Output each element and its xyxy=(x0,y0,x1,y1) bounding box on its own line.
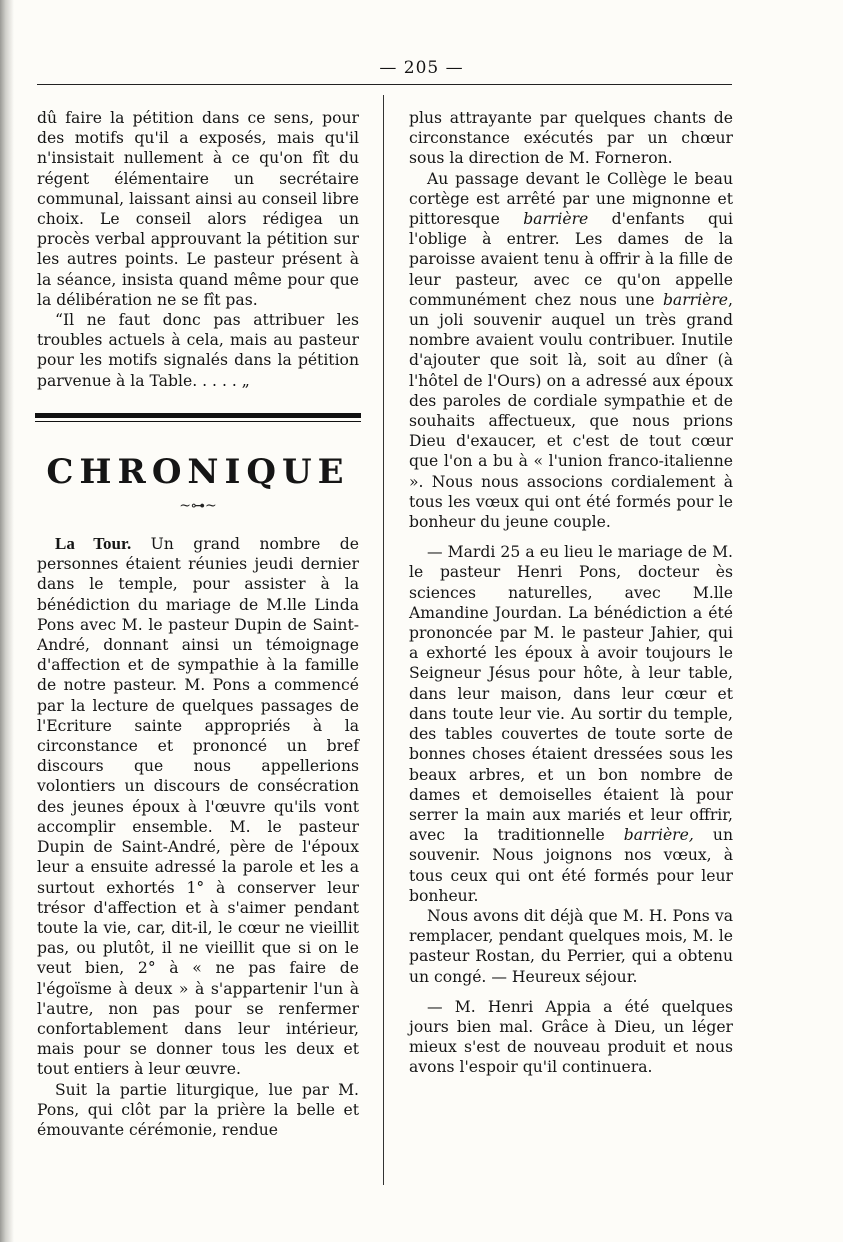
barriere-text-b: d'enfants qui l'oblige à entrer. Les dames de la paroisse avaient tenu à offrir à la fille de leur pasteur, avec ce qu'on appelle communément chez nous une xyxy=(409,210,733,309)
header-rule xyxy=(37,84,732,85)
ornament-icon: ~⊶~ xyxy=(179,497,217,514)
barriere-text-c: , un joli souvenir auquel un très grand nombre avaient voulu contribuer. Inutile d'ajouter que soit là, soit au dîner (à l'hôtel de l'Ours) on a adressé aux époux des paroles de cordiale sympathie et de souhaits affectueux, que nous prions Dieu d'exaucer, et c'est de tout cœur que l'on a bu à « l'union franco-italienne ». Nous nous associons cordialement à tous les vœux qui ont été formés pour le bonheur du jeune couple. xyxy=(409,290,733,532)
section-rule-thick xyxy=(35,413,361,418)
barriere-italic-2: barrière xyxy=(662,290,729,309)
replacement-paragraph: Nous avons dit déjà que M. H. Pons va remplacer, pendant quelques mois, M. le pasteur Rostan, du Perrier, qui a obtenu un congé. — Heureux séjour. xyxy=(409,906,733,986)
place-name: La Tour. xyxy=(55,534,132,554)
page-number: — 205 — xyxy=(379,58,464,78)
scan-edge xyxy=(0,0,14,1242)
barriere-paragraph xyxy=(409,169,733,533)
right-column xyxy=(409,108,733,1078)
section-title: CHRONIQUE xyxy=(46,451,350,492)
wedding-italic: barrière, xyxy=(623,826,694,845)
barriere-text-a: Au passage devant le Collège le beau cortège est arrêté par une mignonne et pittoresque xyxy=(409,169,733,229)
left-column xyxy=(37,108,359,1140)
column-divider xyxy=(383,95,384,1185)
section-rule-thin xyxy=(35,421,361,422)
appia-paragraph: — M. Henri Appia a été quelques jours bien mal. Grâce à Dieu, un léger mieux s'est de nouveau produit et nous avons l'espoir qu'il continuera. xyxy=(409,997,733,1077)
spacer xyxy=(409,532,733,542)
la-tour-text: Un grand nombre de personnes étaient réunies jeudi dernier dans le temple, pour assister à la bénédiction du mariage de M.lle Linda Pons avec M. le pasteur Dupin de Saint-André, donnant ainsi un témoignage d'affection et de sympathie à la famille de notre pasteur. M. Pons a commencé par la lecture de quelques passages de l'Ecriture sainte appropriés à la circonstance et prononcé un bref discours que nous appellerions volontiers un discours de consécration des jeunes époux à l'œuvre qu'ils vont accomplir ensemble. M. le pasteur Dupin de Saint-André, père de l'époux leur a ensuite adressé la parole et les a surtout exhortés 1° à conserver leur trésor d'affection et à s'aimer pendant toute la vie, car, dit-il, le cœur ne vieillit pas, ou plutôt, il ne vieillit que si on le veut bien, 2° à « ne pas faire de l'égoïsme à deux » à s'appartenir l'un à l'autre, non pas pour se renfermer confortablement dans leur intérieur, mais pour se donner tous les deux et tout entiers à leur œuvre. xyxy=(37,535,359,1079)
la-tour-paragraph xyxy=(37,534,359,1079)
henri-pons-wedding-paragraph xyxy=(409,542,733,906)
wedding-text-b: un souvenir. Nous joignons nos vœux, à tous ceux qui ont été formés pour leur bonheur. xyxy=(409,826,734,905)
barriere-italic-1: barrière xyxy=(523,210,589,229)
wedding-text-a: — Mardi 25 a eu lieu le mariage de M. le pasteur Henri Pons, docteur ès sciences naturelles, avec M.lle Amandine Jourdan. La bénédiction a été prononcée par M. le pasteur Jahier, qui a exhorté les époux à avoir toujours le Seigneur Jésus pour hôte, à leur table, dans leur maison, dans leur cœur et dans toute leur vie. Au sortir du temple, des tables couvertes de toute sorte de bonnes choses étaient dressées sous les beaux arbres, et un bon nombre de dames et demoiselles étaient là pour serrer la main aux mariés et leur offrir, avec la traditionnelle xyxy=(409,543,733,845)
continued-paragraph: dû faire la pétition dans ce sens, pour des motifs qu'il a exposés, mais qu'il n'insistait nullement à ce qu'on fît du régent élémentaire un secrétaire communal, laissant ainsi au conseil libre choix. Le conseil alors rédigea un procès verbal approuvant la pétition sur les autres points. Le pasteur présent à la séance, insista quand même pour que la délibération ne se fît pas. xyxy=(37,109,359,309)
spacer xyxy=(409,987,733,997)
liturgy-paragraph: Suit la partie liturgique, lue par M. Pons, qui clôt par la prière la belle et émouvante cérémonie, rendue xyxy=(37,1080,359,1139)
continued-paragraph-right: plus attrayante par quelques chants de circonstance exécutés par un chœur sous la direction de M. Forneron. xyxy=(409,109,733,168)
quoted-paragraph: “Il ne faut donc pas attribuer les troubles actuels à cela, mais au pasteur pour les motifs signalés dans la pétition parvenue à la Table. . . . . „ xyxy=(37,311,359,390)
